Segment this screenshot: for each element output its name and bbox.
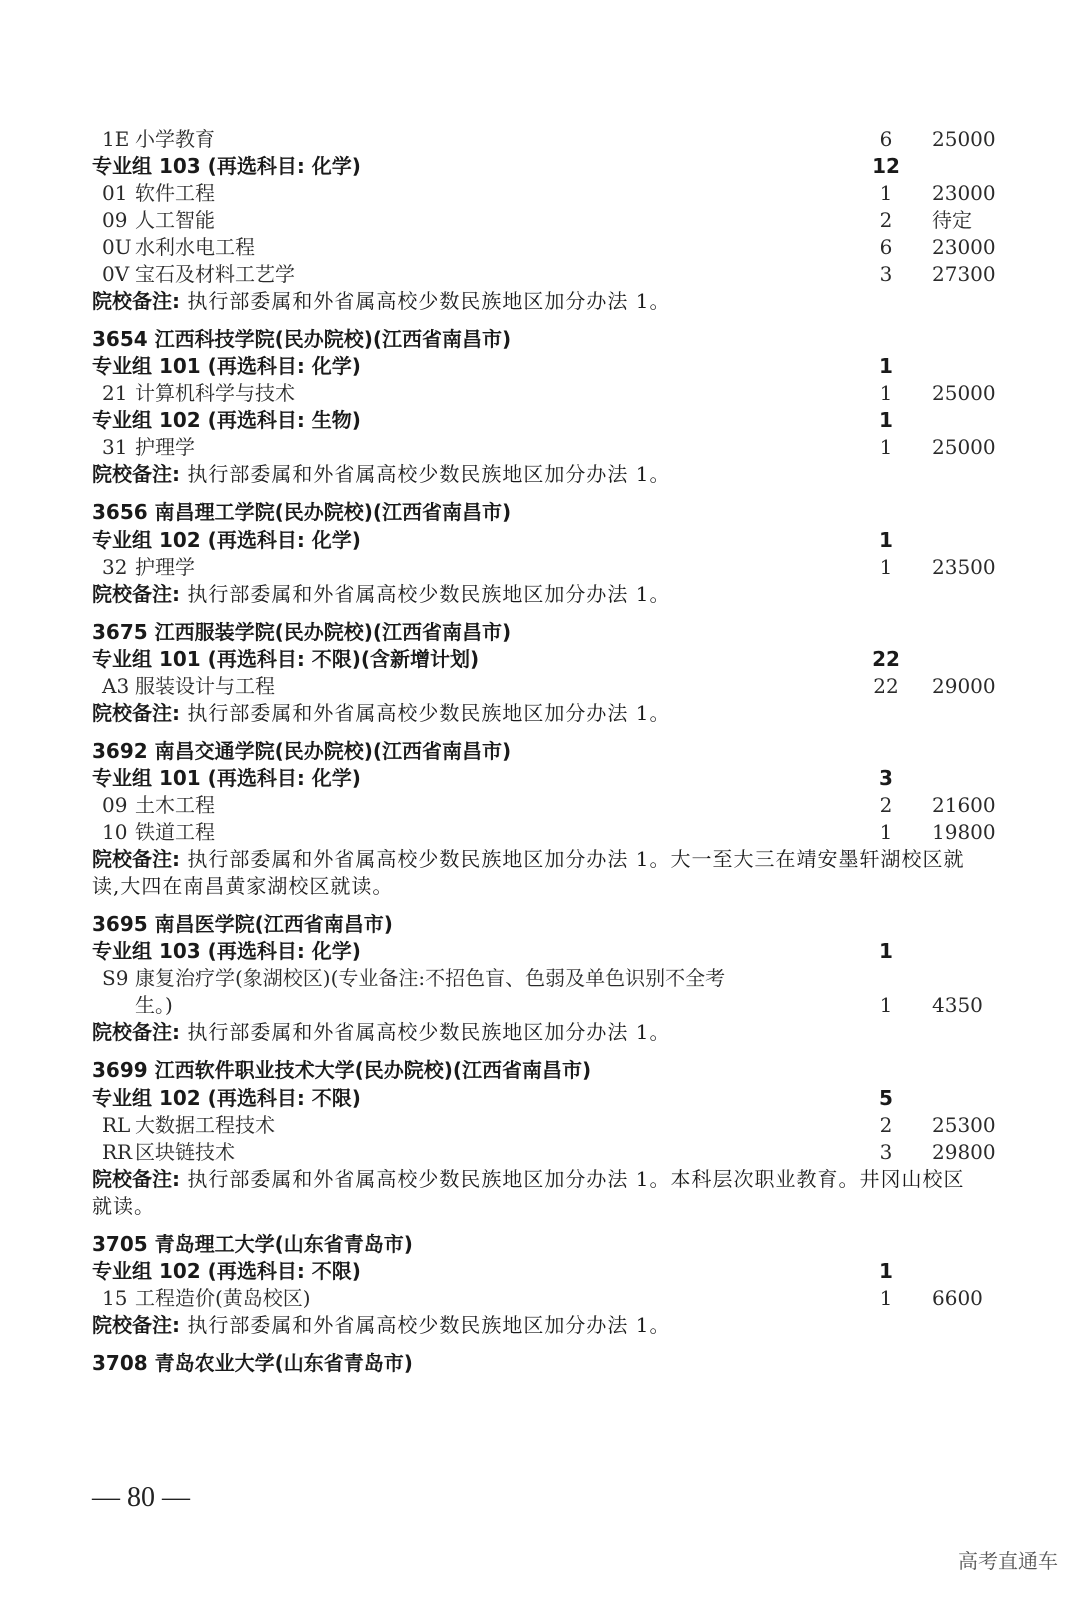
major-row	[0, 1285, 1080, 1312]
major-code: 31	[102, 435, 128, 459]
tuition-fee: 21600	[932, 793, 996, 817]
major-row	[0, 965, 1080, 992]
plan-count: 2	[879, 793, 893, 817]
major-code: 10	[102, 820, 128, 844]
major-row	[0, 380, 1080, 407]
school-note	[0, 700, 1080, 727]
school-note-content	[92, 581, 670, 609]
major-group-title: 专业组 101 (再选科目: 不限)(含新增计划)	[92, 647, 480, 671]
school-note-text: 执行部委属和外省属高校少数民族地区加分办法 1。本科层次职业教育。井冈山校区	[180, 1167, 965, 1191]
school-note	[0, 461, 1080, 488]
major-group-title: 专业组 103 (再选科目: 化学)	[92, 154, 361, 178]
school-note-label: 院校备注:	[92, 582, 180, 606]
school-note	[0, 581, 1080, 608]
tuition-fee: 25000	[932, 127, 996, 151]
school-title: 3654 江西科技学院(民办院校)(江西省南昌市)	[92, 327, 512, 351]
major-name: 工程造价(黄岛校区)	[135, 1286, 311, 1310]
plan-count: 1	[879, 381, 893, 405]
major-row	[0, 792, 1080, 819]
major-code: 21	[102, 381, 128, 405]
school-note	[0, 1019, 1080, 1046]
major-group-title: 专业组 103 (再选科目: 化学)	[92, 939, 361, 963]
major-name: 水利水电工程	[135, 235, 255, 259]
school-note-text: 执行部委属和外省属高校少数民族地区加分办法 1。	[180, 1020, 671, 1044]
major-name: 人工智能	[135, 208, 215, 232]
plan-count: 2	[879, 1113, 893, 1137]
major-name: 土木工程	[135, 793, 215, 817]
major-row	[0, 234, 1080, 261]
major-row	[0, 180, 1080, 207]
school-note	[0, 846, 1080, 873]
school-note-content	[92, 846, 964, 874]
major-row	[0, 207, 1080, 234]
major-group-title: 专业组 102 (再选科目: 不限)	[92, 1086, 361, 1110]
major-group-row	[0, 1258, 1080, 1285]
major-row	[0, 261, 1080, 288]
plan-count: 2	[879, 208, 893, 232]
plan-count: 1	[879, 181, 893, 205]
major-code: 0V	[102, 262, 130, 286]
tuition-fee: 6600	[932, 1286, 983, 1310]
school-note-text: 执行部委属和外省属高校少数民族地区加分办法 1。	[180, 462, 671, 486]
group-plan-count: 5	[879, 1086, 893, 1110]
school-note-content	[92, 700, 670, 728]
school-header	[0, 738, 1080, 765]
major-code: S9	[102, 966, 129, 990]
school-note-label: 院校备注:	[92, 701, 180, 725]
major-code: RR	[102, 1140, 133, 1164]
major-name: 大数据工程技术	[135, 1113, 275, 1137]
school-note-text: 就读。	[92, 1194, 155, 1218]
major-group-row	[0, 353, 1080, 380]
school-note-text: 执行部委属和外省属高校少数民族地区加分办法 1。	[180, 1313, 671, 1337]
group-plan-count: 3	[879, 766, 893, 790]
major-code: 15	[102, 1286, 128, 1310]
school-note-continuation	[0, 873, 1080, 900]
major-group-title: 专业组 101 (再选科目: 化学)	[92, 766, 361, 790]
page-number: — 80 —	[92, 1482, 190, 1513]
plan-count: 1	[879, 435, 893, 459]
major-code: 0U	[102, 235, 132, 259]
school-note	[0, 1166, 1080, 1193]
major-name: 生。)	[135, 993, 173, 1017]
school-header	[0, 911, 1080, 938]
tuition-fee: 27300	[932, 262, 996, 286]
plan-count: 1	[879, 993, 893, 1017]
school-note-text: 读,大四在南昌黄家湖校区就读。	[92, 874, 394, 898]
school-note-content	[92, 1166, 964, 1194]
major-row	[0, 992, 1080, 1019]
major-row	[0, 554, 1080, 581]
major-code: 01	[102, 181, 128, 205]
school-title: 3708 青岛农业大学(山东省青岛市)	[92, 1351, 413, 1375]
major-group-row	[0, 407, 1080, 434]
tuition-fee: 23000	[932, 235, 996, 259]
school-note-text: 执行部委属和外省属高校少数民族地区加分办法 1。	[180, 701, 671, 725]
tuition-fee: 4350	[932, 993, 983, 1017]
school-title: 3656 南昌理工学院(民办院校)(江西省南昌市)	[92, 500, 512, 524]
school-title: 3705 青岛理工大学(山东省青岛市)	[92, 1232, 413, 1256]
tuition-fee: 25300	[932, 1113, 996, 1137]
plan-count: 3	[879, 1140, 893, 1164]
tuition-fee: 19800	[932, 820, 996, 844]
tuition-fee: 25000	[932, 435, 996, 459]
major-group-row	[0, 1085, 1080, 1112]
school-title: 3699 江西软件职业技术大学(民办院校)(江西省南昌市)	[92, 1058, 592, 1082]
school-note-continuation	[0, 1193, 1080, 1220]
major-name: 服装设计与工程	[135, 674, 275, 698]
tuition-fee: 23000	[932, 181, 996, 205]
major-group-row	[0, 153, 1080, 180]
school-header	[0, 619, 1080, 646]
school-note-content	[92, 288, 670, 316]
school-note-content	[92, 1019, 670, 1047]
school-note-content	[92, 461, 670, 489]
major-group-title: 专业组 102 (再选科目: 化学)	[92, 528, 361, 552]
school-header	[0, 1350, 1080, 1377]
major-group-row	[0, 646, 1080, 673]
school-note-text: 执行部委属和外省属高校少数民族地区加分办法 1。	[180, 582, 671, 606]
major-name: 宝石及材料工艺学	[135, 262, 295, 286]
group-plan-count: 1	[879, 528, 893, 552]
school-header	[0, 1057, 1080, 1084]
major-name: 铁道工程	[135, 820, 215, 844]
major-code: 1E	[102, 127, 130, 151]
tuition-fee: 23500	[932, 555, 996, 579]
plan-count: 6	[879, 127, 893, 151]
group-plan-count: 1	[879, 939, 893, 963]
school-note-text: 执行部委属和外省属高校少数民族地区加分办法 1。大一至大三在靖安墨轩湖校区就	[180, 847, 965, 871]
major-group-title: 专业组 101 (再选科目: 化学)	[92, 354, 361, 378]
school-note	[0, 288, 1080, 315]
group-plan-count: 1	[879, 1259, 893, 1283]
major-code: 09	[102, 793, 128, 817]
school-title: 3692 南昌交通学院(民办院校)(江西省南昌市)	[92, 739, 512, 763]
major-row	[0, 819, 1080, 846]
plan-count: 22	[873, 674, 899, 698]
plan-count: 3	[879, 262, 893, 286]
major-group-row	[0, 527, 1080, 554]
major-code: 32	[102, 555, 128, 579]
school-note-label: 院校备注:	[92, 847, 180, 871]
group-plan-count: 12	[872, 154, 900, 178]
major-name: 康复治疗学(象湖校区)(专业备注:不招色盲、色弱及单色识别不全考	[135, 966, 726, 990]
tuition-fee: 25000	[932, 381, 996, 405]
plan-count: 1	[879, 1286, 893, 1310]
school-header	[0, 1231, 1080, 1258]
group-plan-count: 1	[879, 408, 893, 432]
major-group-title: 专业组 102 (再选科目: 不限)	[92, 1259, 361, 1283]
tuition-fee: 29800	[932, 1140, 996, 1164]
school-note-label: 院校备注:	[92, 289, 180, 313]
watermark: 高考直通车	[958, 1549, 1058, 1573]
major-row	[0, 673, 1080, 700]
major-row	[0, 1112, 1080, 1139]
school-title: 3675 江西服装学院(民办院校)(江西省南昌市)	[92, 620, 512, 644]
major-name: 区块链技术	[135, 1140, 235, 1164]
major-group-title: 专业组 102 (再选科目: 生物)	[92, 408, 361, 432]
major-code: A3	[102, 674, 130, 698]
school-note-label: 院校备注:	[92, 462, 180, 486]
group-plan-count: 1	[879, 354, 893, 378]
major-row	[0, 126, 1080, 153]
tuition-fee: 29000	[932, 674, 996, 698]
major-name: 计算机科学与技术	[135, 381, 295, 405]
school-note-text: 执行部委属和外省属高校少数民族地区加分办法 1。	[180, 289, 671, 313]
school-note-label: 院校备注:	[92, 1167, 180, 1191]
major-code: RL	[102, 1113, 131, 1137]
school-title: 3695 南昌医学院(江西省南昌市)	[92, 912, 393, 936]
school-header	[0, 499, 1080, 526]
major-group-row	[0, 938, 1080, 965]
school-note	[0, 1312, 1080, 1339]
major-name: 软件工程	[135, 181, 215, 205]
plan-count: 6	[879, 235, 893, 259]
group-plan-count: 22	[872, 647, 900, 671]
school-header	[0, 326, 1080, 353]
major-name: 护理学	[135, 435, 195, 459]
major-row	[0, 1139, 1080, 1166]
school-note-content	[92, 1312, 670, 1340]
major-name: 小学教育	[135, 127, 215, 151]
major-name: 护理学	[135, 555, 195, 579]
major-group-row	[0, 765, 1080, 792]
school-note-label: 院校备注:	[92, 1313, 180, 1337]
major-code: 09	[102, 208, 128, 232]
plan-count: 1	[879, 820, 893, 844]
tuition-fee: 待定	[932, 208, 972, 232]
school-note-label: 院校备注:	[92, 1020, 180, 1044]
major-row	[0, 434, 1080, 461]
plan-count: 1	[879, 555, 893, 579]
